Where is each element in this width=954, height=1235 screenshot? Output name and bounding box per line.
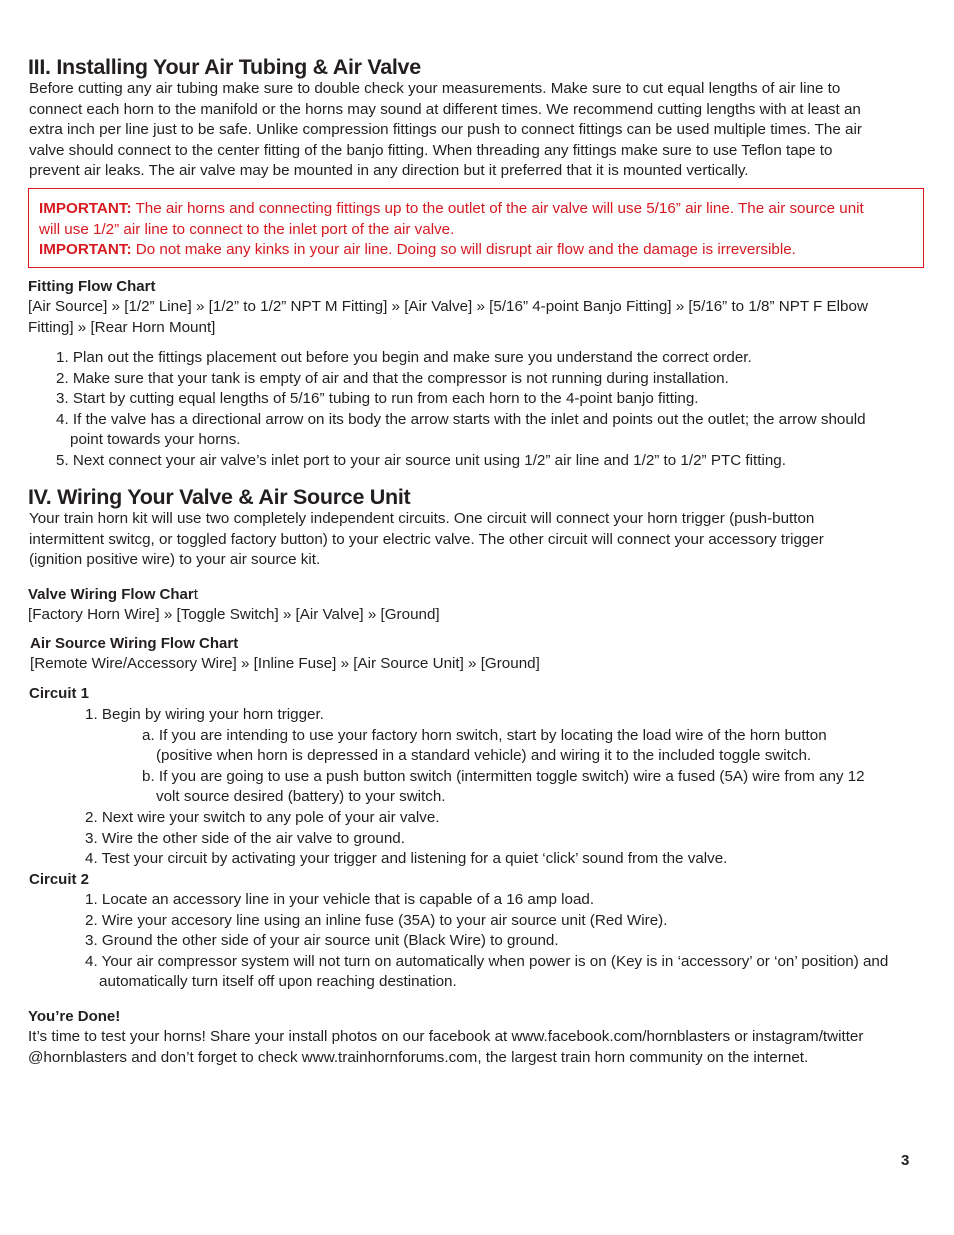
circuit-step: 1. Begin by wiring your horn trigger. [85,706,324,723]
circuit-1-label: Circuit 1 [29,685,90,702]
circuit-substep-cont: (positive when horn is depressed in a standard vehicle) and wiring it to the included toggle switch. [156,747,812,765]
air-source-chart: [Remote Wire/Accessory Wire] » [Inline Fuse] » [Air Source Unit] » [Ground] [30,655,540,672]
intro-line: connect each horn to the manifold or the horns may sound at different times. We recommend cutting lengths with at least an [29,100,861,118]
installation-steps [56,348,936,472]
fitting-flow-chart [28,297,868,338]
intro-line: prevent air leaks. The air valve may be mounted in any direction but it preferred that it is mounted vertically. [29,162,749,180]
circuit-2-label: Circuit 2 [29,871,90,888]
section-4-intro [29,509,824,571]
air-source-chart-label: Air Source Wiring Flow Chart [30,635,239,652]
important-text: The air horns and connecting fittings up to the outlet of the air valve will use 5/16” air line. The air source unit [131,200,864,217]
circuit-step: 2. Wire your accesory line using an inline fuse (35A) to your air source unit (Red Wire). [85,911,668,929]
important-text: Do not make any kinks in your air line. Doing so will disrupt air flow and the damage is irreversible. [131,241,796,259]
intro-line: Before cutting any air tubing make sure to double check your measurements. Make sure to cut equal lengths of air line to [29,80,841,97]
important-note-1-cont: will use 1/2” air line to connect to the inlet port of the air valve. [39,220,455,238]
valve-wiring-chart: [Factory Horn Wire] » [Toggle Switch] » [Air Valve] » [Ground] [28,606,440,623]
circuit-step: 3. Ground the other side of your air source unit (Black Wire) to ground. [85,932,559,950]
step-item: 1. Plan out the fittings placement out before you begin and make sure you understand the correct order. [56,349,752,366]
circuit-step: 4. Test your circuit by activating your trigger and listening for a quiet ‘click’ sound from the valve. [85,850,728,868]
fitting-flow-chart-label: Fitting Flow Chart [28,278,156,295]
step-item: 2. Make sure that your tank is empty of air and that the compressor is not running during installation. [56,369,729,387]
circuit-2-steps [85,890,945,993]
intro-line: extra inch per line just to be safe. Unlike compression fittings our push to connect fittings can be used multiple times. The air [29,121,862,139]
circuit-step-cont: automatically turn itself off upon reaching destination. [99,973,457,991]
important-label: IMPORTANT: [39,241,132,259]
circuit-1-steps [85,705,935,870]
step-item: 5. Next connect your air valve’s inlet port to your air source unit using 1/2” air line and 1/2” to 1/2” PTC fitting. [56,451,786,469]
valve-wiring-chart-label: Valve Wiring Flow Chart [28,586,198,603]
flow-chart-line: Fitting] » [Rear Horn Mount] [28,318,216,336]
done-text [28,1027,863,1068]
circuit-substep: a. If you are intending to use your factory horn switch, start by locating the load wire of the horn button [142,726,827,744]
important-note-2 [39,240,913,261]
intro-line: valve should connect to the center fitting of the banjo fitting. When threading any fittings make sure to use Teflon tape to [29,141,833,159]
page-number: 3 [901,1152,910,1169]
section-3-heading: III. Installing Your Air Tubing & Air Valve [28,55,421,79]
circuit-step: 2. Next wire your switch to any pole of your air valve. [85,808,440,826]
intro-line: intermittent switcg, or toggled factory button) to your electric valve. The other circuit will connect your accessory trigger [29,530,824,548]
circuit-substep: b. If you are going to use a push button switch (intermitten toggle switch) wire a fused (5A) wire from any 12 [142,767,865,785]
section-4-heading: IV. Wiring Your Valve & Air Source Unit [28,485,411,509]
circuit-substep-cont: volt source desired (battery) to your switch. [156,788,446,806]
done-label: You’re Done! [28,1008,121,1025]
step-item: 3. Start by cutting equal lengths of 5/16” tubing to run from each horn to the 4-point banjo fitting. [56,390,699,408]
step-item-cont: point towards your horns. [70,431,241,449]
done-line: @hornblasters and don’t forget to check www.trainhornforums.com, the largest train horn community on the internet. [28,1048,809,1066]
important-label: IMPORTANT: [39,200,132,217]
circuit-step: 4. Your air compressor system will not turn on automatically when power is on (Key is in ‘accessory’ or ‘on’ position) and [85,952,889,970]
flow-chart-line: [Air Source] » [1/2” Line] » [1/2” to 1/2” NPT M Fitting] » [Air Valve] » [5/16” 4-point Banjo Fitting] » [5/16” to 1/8” NPT F Elbow [28,298,868,315]
circuit-step: 3. Wire the other side of the air valve to ground. [85,829,405,847]
section-3-intro [29,79,862,182]
circuit-step: 1. Locate an accessory line in your vehicle that is capable of a 16 amp load. [85,891,595,908]
step-item: 4. If the valve has a directional arrow on its body the arrow starts with the inlet and points out the outlet; the arrow should [56,410,866,428]
intro-line: (ignition positive wire) to your air source kit. [29,551,321,569]
important-notice-box [28,188,924,268]
intro-line: Your train horn kit will use two completely independent circuits. One circuit will connect your horn trigger (push-button [29,510,815,527]
done-line: It’s time to test your horns! Share your install photos on our facebook at www.facebook.com/hornblasters or instagram/twitter [28,1028,864,1045]
important-note-1 [39,199,913,220]
